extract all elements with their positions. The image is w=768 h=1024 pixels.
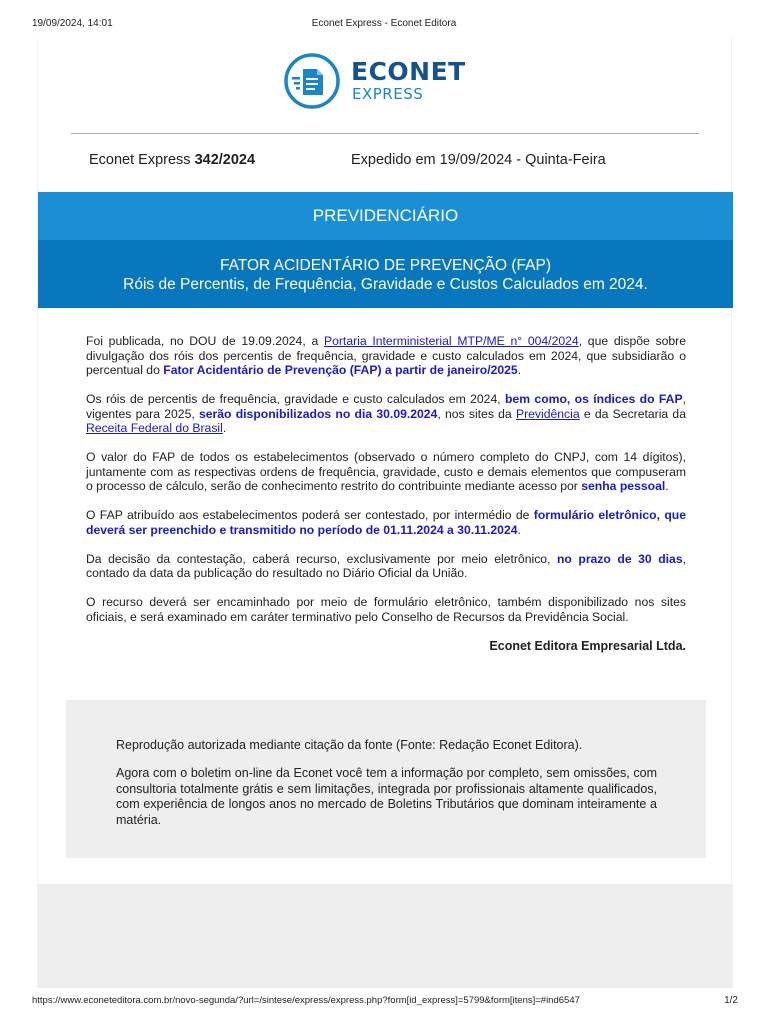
article-title-line2: Róis de Percentis, de Frequência, Gravidade e Custos Calculados em 2024. bbox=[123, 276, 648, 293]
paragraph: O recurso deverá ser encaminhado por meio de formulário eletrônico, também disponibilizado nos sites oficiais, e será examinado em caráter terminativo pelo Conselho de Recursos da Previdência Social. bbox=[86, 595, 686, 624]
edition-id: 342/2024 bbox=[194, 152, 256, 168]
paragraph: O valor do FAP de todos os estabelecimentos (observado o número completo do CNPJ, com 14 dígitos), juntamente com as respectivas ordens de frequência, gravidade, custo e demais elementos que compuseram o processo de cálculo, serão de conhecimento restrito do contribuinte mediante acesso por senha pessoal. bbox=[86, 450, 686, 493]
print-header bbox=[0, 0, 768, 36]
document-icon bbox=[283, 52, 341, 110]
article-body bbox=[86, 334, 686, 668]
notice-text: Agora com o boletim on-line da Econet você tem a informação por completo, sem omissões, com consultoria totalmente grátis e sem limitações, integrada por profissionais altamente qualificados, com experiência de longos anos no mercado de Boletins Tributários que dominam inteiramente a matéria. bbox=[116, 766, 657, 827]
highlight-text: Fator Acidentário de Prevenção (FAP) a partir de janeiro/2025 bbox=[163, 363, 518, 377]
section-title: PREVIDENCIÁRIO bbox=[38, 192, 733, 240]
paragraph: Os róis de percentis de frequência, gravidade e custo calculados em 2024, bem como, os índices do FAP, vigentes para 2025, serão disponibilizados no dia 30.09.2024, nos sites da Previdência e da Secretaria da Receita Federal do Brasil. bbox=[86, 392, 686, 435]
footer-panel bbox=[38, 884, 733, 988]
econet-express-logo bbox=[283, 52, 493, 110]
page-number: 1/2 bbox=[724, 995, 738, 1006]
highlight-text: senha pessoal bbox=[581, 479, 666, 493]
highlight-text: formulário eletrônico, que deverá ser preenchido e transmitido no período de 01.11.2024 a 30.11.2024 bbox=[86, 508, 686, 537]
print-url: https://www.econeteditora.com.br/novo-segunda/?url=/sintese/express/express.php?form[id_express]=5799&form[itens]=#ind6547 bbox=[32, 995, 580, 1006]
logo-wordmark: ECONET bbox=[351, 57, 466, 86]
article-title-line1: FATOR ACIDENTÁRIO DE PREVENÇÃO (FAP) bbox=[219, 257, 551, 274]
print-page-title: Econet Express - Econet Editora bbox=[311, 18, 457, 29]
edition-number bbox=[89, 152, 255, 168]
paragraph: O FAP atribuído aos estabelecimentos poderá ser contestado, por intermédio de formulário eletrônico, que deverá ser preenchido e transmitido no período de 01.11.2024 a 30.11.2024. bbox=[86, 508, 686, 537]
print-footer bbox=[0, 995, 768, 1009]
edition-prefix: Econet Express bbox=[89, 152, 195, 168]
previdencia-link[interactable]: Previdência bbox=[515, 406, 580, 421]
highlight-text: bem como, os índices do FAP bbox=[504, 392, 683, 406]
logo-subtitle: EXPRESS bbox=[352, 85, 424, 103]
notice-title: Reprodução autorizada mediante citação da fonte (Fonte: Redação Econet Editora). bbox=[116, 738, 583, 752]
paragraph: Foi publicada, no DOU de 19.09.2024, a Portaria Interministerial MTP/ME n° 004/2024, que dispõe sobre divulgação dos róis dos percentis de frequência, gravidade e custo calculados em 2024, que subsidiarão o percentual do Fator Acidentário de Prevenção (FAP) a partir de janeiro/2025. bbox=[86, 334, 686, 377]
paragraph: Da decisão da contestação, caberá recurso, exclusivamente por meio eletrônico, no prazo de 30 dias, contado da data da publicação do resultado no Diário Oficial da União. bbox=[86, 551, 686, 580]
reproduction-notice bbox=[66, 700, 706, 858]
receita-federal-link[interactable]: Receita Federal do Brasil bbox=[86, 421, 223, 435]
article-title bbox=[38, 240, 733, 308]
portaria-link[interactable]: Portaria Interministerial MTP/ME n° 004/2024 bbox=[323, 334, 579, 348]
highlight-text: no prazo de 30 dias bbox=[556, 551, 683, 566]
dispatch-date: Expedido em 19/09/2024 - Quinta-Feira bbox=[351, 152, 606, 168]
signature: Econet Editora Empresarial Ltda. bbox=[489, 638, 686, 653]
header-divider bbox=[71, 133, 699, 134]
highlight-text: serão disponibilizados no dia 30.09.2024 bbox=[198, 406, 438, 421]
print-datetime: 19/09/2024, 14:01 bbox=[32, 18, 113, 29]
newsletter-page bbox=[37, 38, 732, 988]
